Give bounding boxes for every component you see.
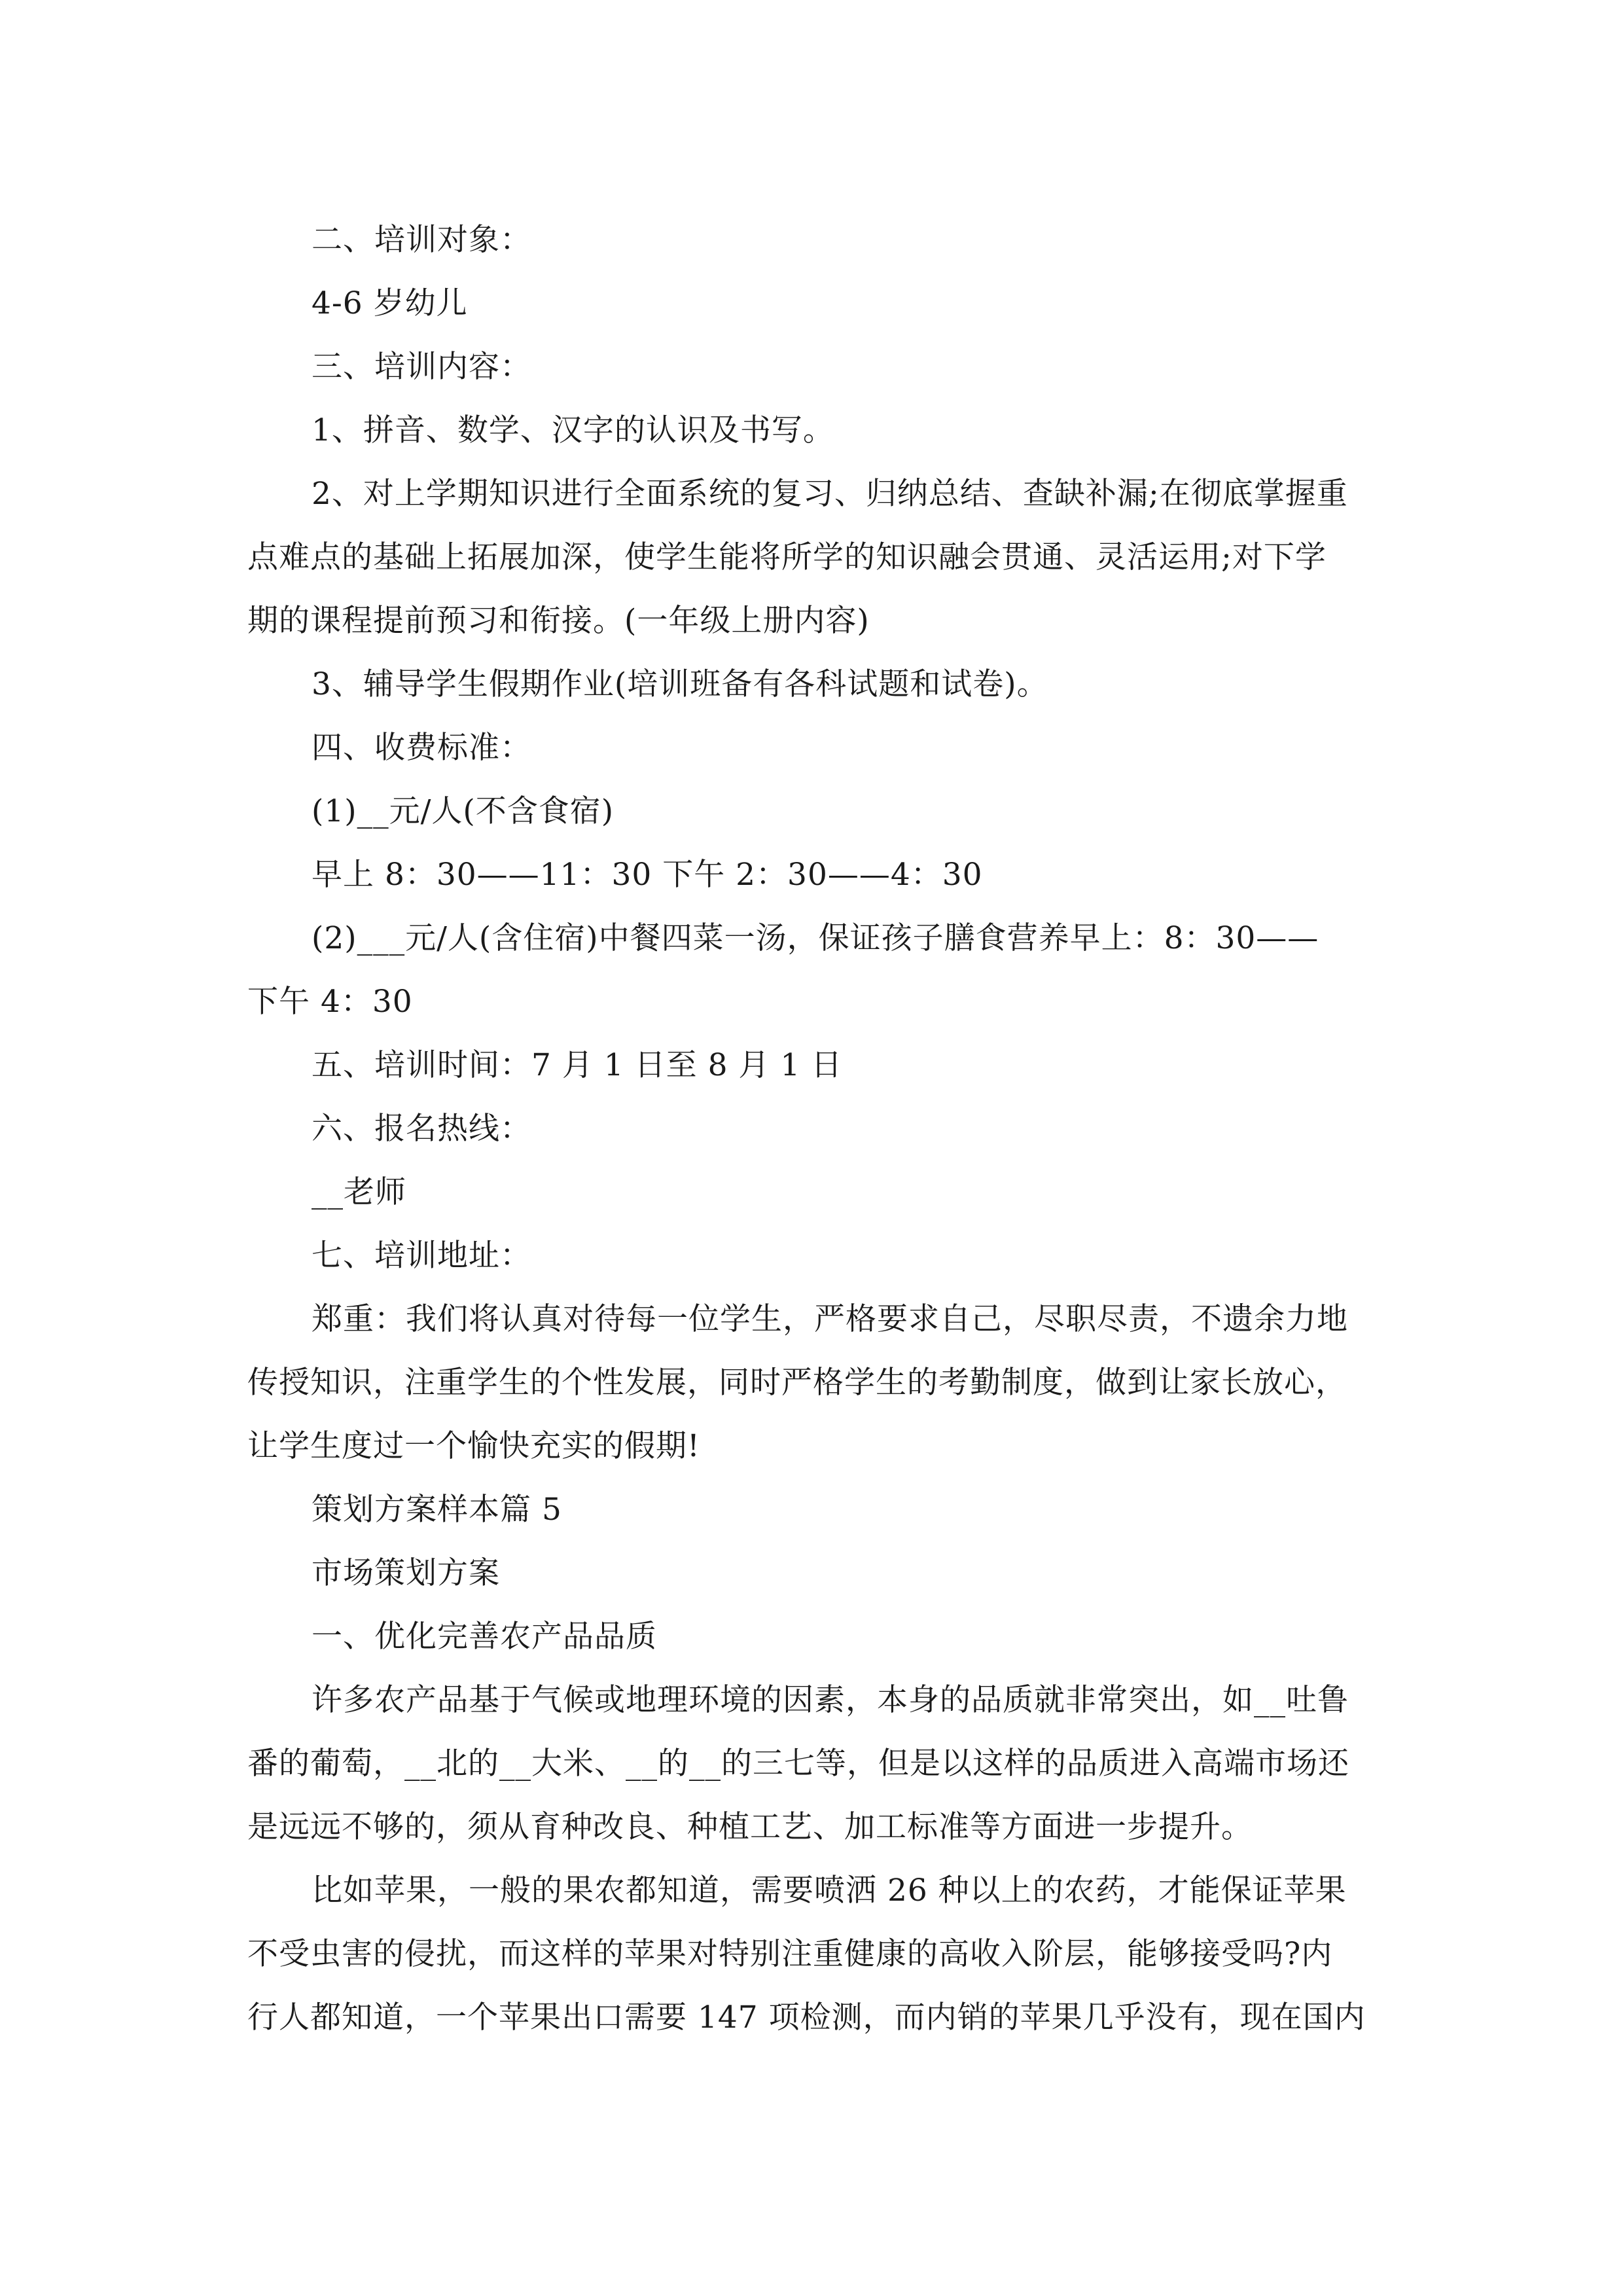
text-line: 五、培训时间：7 月 1 日至 8 月 1 日 — [312, 1047, 843, 1083]
text-line: 早上 8：30——11：30 下午 2：30——4：30 — [312, 857, 983, 893]
text-line: 比如苹果，一般的果农都知道，需要喷洒 26 种以上的农药，才能保证苹果 — [312, 1873, 1347, 1909]
text-line: 一、优化完善农产品品质 — [312, 1619, 657, 1655]
text-line: 郑重：我们将认真对待每一位学生，严格要求自己，尽职尽责，不遗余力地 — [312, 1301, 1348, 1337]
text-line: 下午 4：30 — [247, 984, 413, 1020]
text-line: 传授知识，注重学生的个性发展，同时严格学生的考勤制度，做到让家长放心， — [247, 1365, 1347, 1401]
text-line: (1)__元/人(不含食宿) — [312, 793, 615, 829]
text-line: 3、辅导学生假期作业(培训班备有各科试题和试卷)。 — [312, 666, 1048, 702]
text-line: __老师 — [312, 1174, 406, 1210]
text-line: 2、对上学期知识进行全面系统的复习、归纳总结、查缺补漏;在彻底掌握重 — [312, 476, 1348, 512]
text-line: 期的课程提前预习和衔接。(一年级上册内容) — [247, 603, 870, 639]
text-line: 番的葡萄，__北的__大米、__的__的三七等，但是以这样的品质进入高端市场还 — [247, 1746, 1349, 1782]
text-line: 三、培训内容： — [312, 349, 531, 385]
text-line: 不受虫害的侵扰，而这样的苹果对特别注重健康的高收入阶层，能够接受吗?内 — [247, 1936, 1333, 1972]
text-line: 行人都知道，一个苹果出口需要 147 项检测，而内销的苹果几乎没有，现在国内 — [247, 2000, 1366, 2036]
text-line: 二、培训对象： — [312, 222, 531, 258]
text-line: 六、报名热线： — [312, 1111, 531, 1147]
text-line: 点难点的基础上拓展加深，使学生能将所学的知识融会贯通、灵活运用;对下学 — [247, 539, 1327, 575]
text-line: 4-6 岁幼儿 — [312, 285, 468, 321]
text-line: 四、收费标准： — [312, 730, 531, 766]
section-heading: 市场策划方案 — [312, 1555, 500, 1591]
text-line: (2)___元/人(含住宿)中餐四菜一汤，保证孩子膳食营养早上：8：30—— — [312, 920, 1319, 956]
text-line: 是远远不够的，须从育种改良、种植工艺、加工标准等方面进一步提升。 — [247, 1809, 1253, 1845]
text-line: 七、培训地址： — [312, 1238, 531, 1274]
text-line: 让学生度过一个愉快充实的假期! — [247, 1428, 700, 1464]
section-heading: 策划方案样本篇 5 — [312, 1492, 562, 1528]
text-line: 1、拼音、数学、汉字的认识及书写。 — [312, 412, 834, 448]
document-body — [247, 208, 1389, 2049]
text-line: 许多农产品基于气候或地理环境的因素，本身的品质就非常突出，如__吐鲁 — [312, 1682, 1349, 1718]
